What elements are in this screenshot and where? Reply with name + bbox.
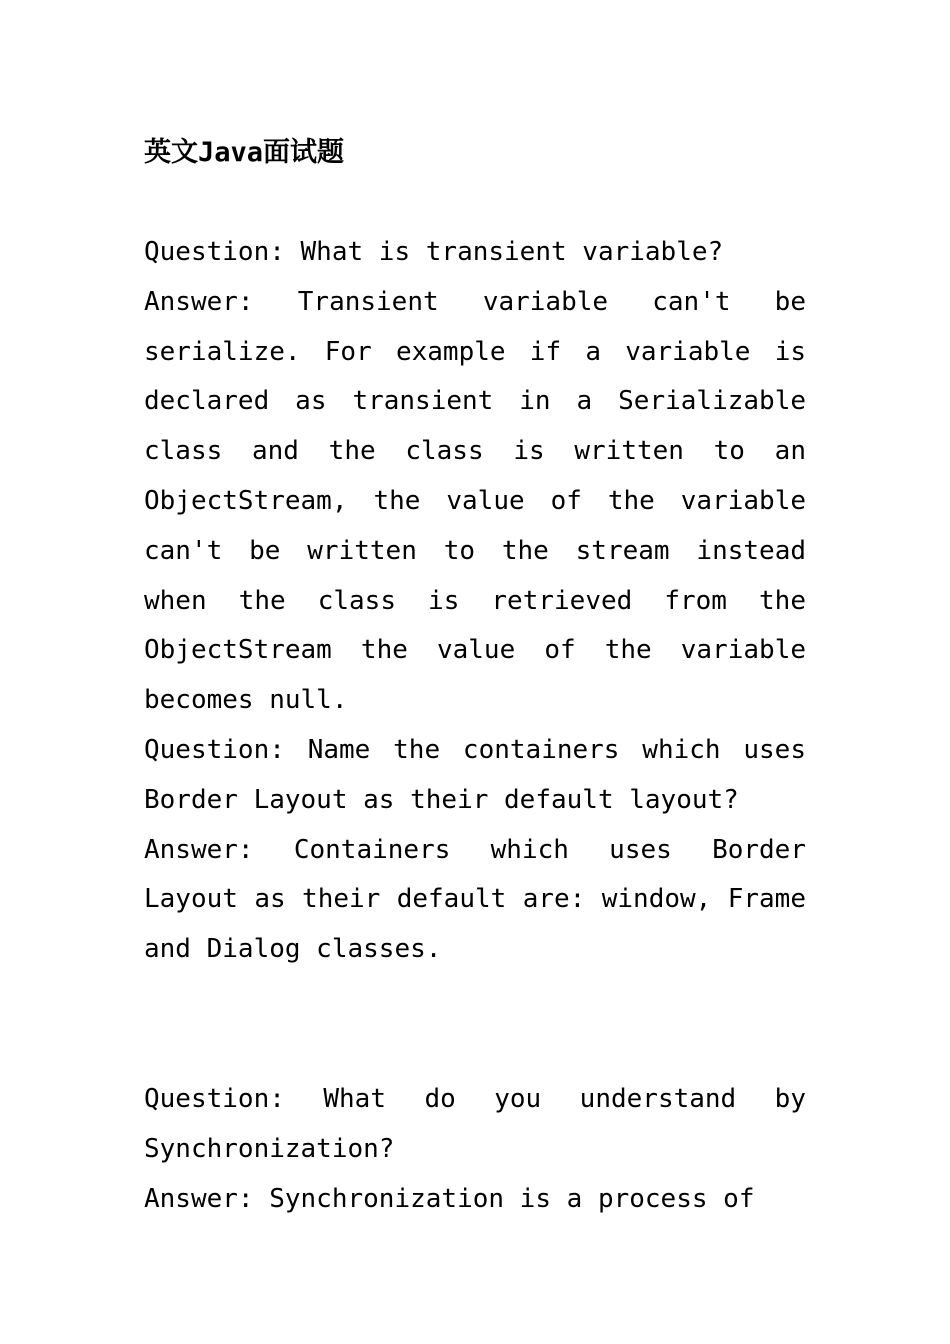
answer-3: Answer: Synchronization is a process of — [144, 1183, 755, 1214]
question-2: Question: Name the containers which uses Border Layout as their default layout? — [144, 734, 806, 815]
section-spacer — [144, 975, 806, 1075]
question-3: Question: What do you understand by Synchronization? — [144, 1083, 806, 1164]
answer-2: Answer: Containers which uses Border Layout as their default are: window, Frame and Dialog classes. — [144, 834, 806, 965]
document-body — [144, 128, 806, 1224]
question-1: Question: What is transient variable? — [144, 237, 724, 267]
answer-1: Answer: Transient variable can't be serialize. For example if a variable is declared as transient in a Serializable class and the class is written to an ObjectStream, the value of the variable can't be written to the stream instead when the class is retrieved from the ObjectStream the value of the variable becomes null. — [144, 286, 806, 716]
document-title: 英文Java面试题 — [144, 137, 345, 168]
title-spacer — [144, 178, 806, 228]
